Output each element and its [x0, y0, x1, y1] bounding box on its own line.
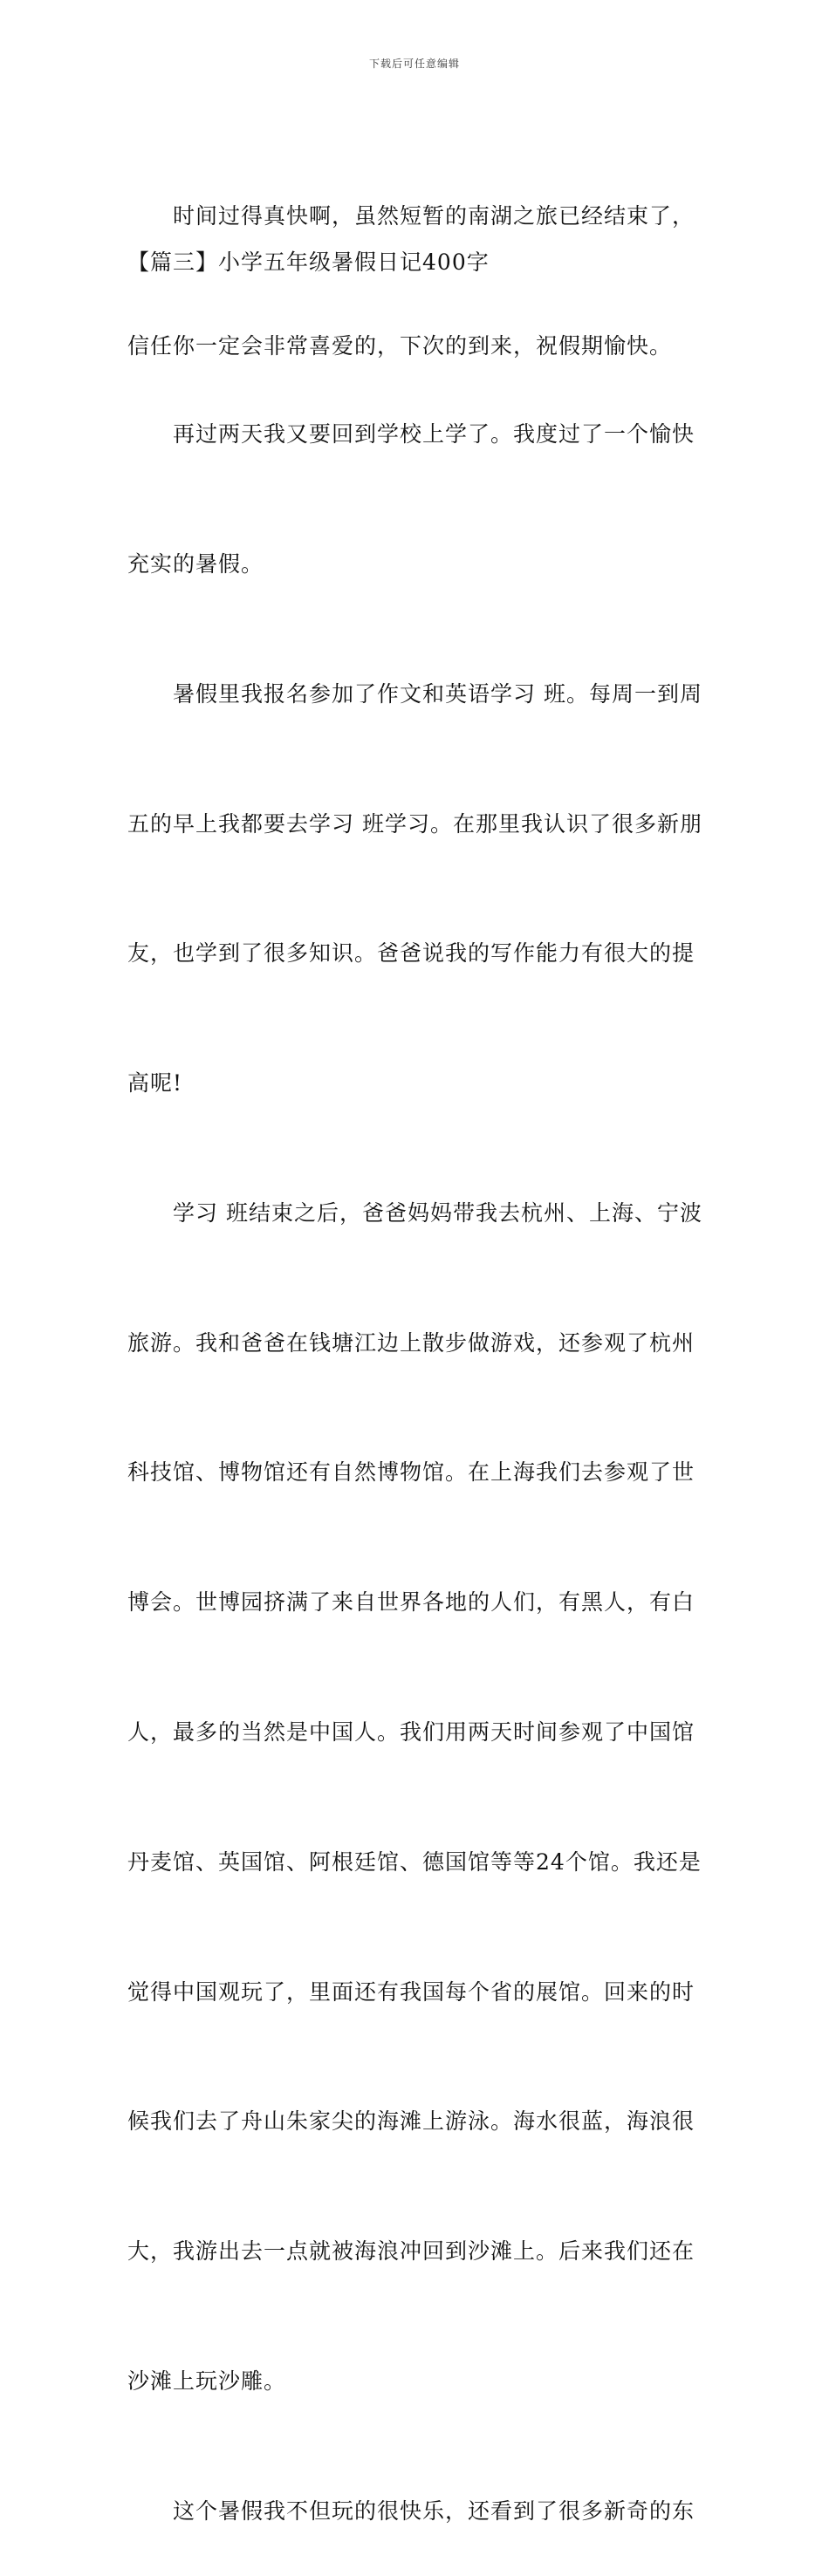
paragraph-block-2	[127, 326, 705, 2576]
text-line: 信任你一定会非常喜爱的，下次的到来，祝假期愉快。	[127, 332, 673, 359]
text-line: 科技馆、博物馆还有自然博物馆。在上海我们去参观了世	[127, 1459, 695, 1486]
text-line: 沙滩上玩沙雕。	[127, 2368, 287, 2394]
text-line: 觉得中国观玩了，里面还有我国每个省的展馆。回来的时	[127, 1978, 695, 2005]
text-line: 再过两天我又要回到学校上学了。我度过了一个愉快	[127, 421, 695, 448]
text-line: 时间过得真快啊，虽然短暂的南湖之旅已经结束了，	[127, 203, 695, 229]
text-line: 候我们去了舟山朱家尖的海滩上游泳。海水很蓝，海浪很	[127, 2108, 695, 2135]
text-line: 暑假里我报名参加了作文和英语学习 班。每周一到周	[127, 680, 702, 707]
text-line: 学习 班结束之后，爸爸妈妈带我去杭州、上海、宁波	[127, 1199, 702, 1226]
section-heading: 【篇三】小学五年级暑假日记400字	[127, 249, 490, 275]
text-line: 五的早上我都要去学习 班学习。在那里我认识了很多新朋	[127, 810, 702, 837]
text-line: 友，也学到了很多知识。爸爸说我的写作能力有很大的提	[127, 940, 695, 967]
text-line: 这个暑假我不但玩的很快乐，还看到了很多新奇的东	[127, 2497, 695, 2524]
page-header-note: 下载后可任意编辑	[368, 58, 460, 70]
text-line: 大，我游出去一点就被海浪冲回到沙滩上。后来我们还在	[127, 2238, 695, 2265]
text-line: 旅游。我和爸爸在钱塘江边上散步做游戏，还参观了杭州	[127, 1329, 695, 1356]
text-line: 人，最多的当然是中国人。我们用两天时间参观了中国馆	[127, 1719, 695, 1745]
text-line: 高呢!	[127, 1070, 183, 1097]
text-line: 丹麦馆、英国馆、阿根廷馆、德国馆等等24个馆。我还是	[127, 1848, 702, 1875]
text-line: 博会。世博园挤满了来自世界各地的人们，有黑人，有白	[127, 1589, 695, 1616]
text-line: 充实的暑假。	[127, 550, 264, 577]
